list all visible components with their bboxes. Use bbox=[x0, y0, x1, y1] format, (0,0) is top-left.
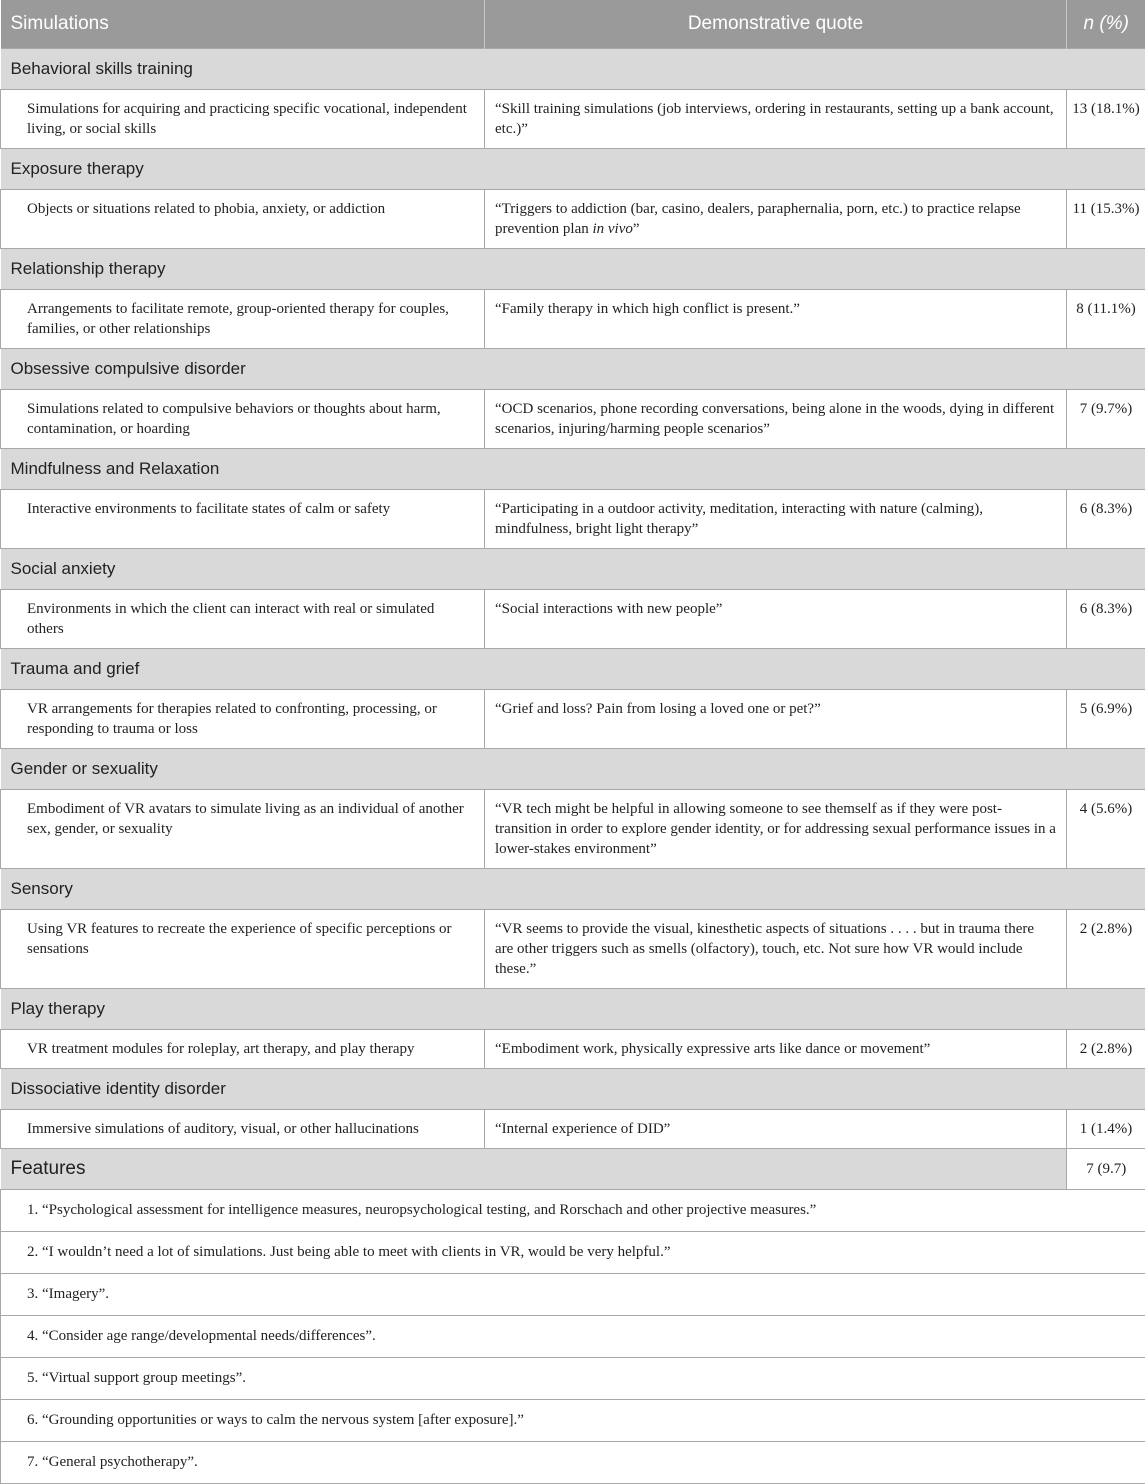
category-name: Relationship therapy bbox=[1, 249, 1145, 290]
count-percent: 1 (1.4%) bbox=[1067, 1110, 1145, 1149]
quote-text: “Participating in a outdoor activity, meditation, interacting with nature (calming), mindfulness, bright light therapy” bbox=[495, 501, 984, 537]
table-row bbox=[1, 190, 1145, 249]
demonstrative-quote bbox=[485, 490, 1067, 549]
demonstrative-quote bbox=[485, 1030, 1067, 1069]
quote-text: “Family therapy in which high conflict is present.” bbox=[495, 301, 800, 317]
simulation-description: Interactive environments to facilitate states of calm or safety bbox=[1, 490, 485, 549]
quote-tail-text: ” bbox=[632, 221, 640, 237]
table-row bbox=[1, 1110, 1145, 1149]
table-body bbox=[1, 49, 1145, 1484]
simulation-description: VR treatment modules for roleplay, art therapy, and play therapy bbox=[1, 1030, 485, 1069]
simulation-description: Objects or situations related to phobia, anxiety, or addiction bbox=[1, 190, 485, 249]
category-row bbox=[1, 989, 1145, 1030]
category-row bbox=[1, 249, 1145, 290]
feature-item: 3. “Imagery”. bbox=[1, 1274, 1145, 1316]
quote-text: “Triggers to addiction (bar, casino, dealers, paraphernalia, porn, etc.) to practice relapse prevention plan bbox=[495, 201, 1021, 237]
quote-text: “VR seems to provide the visual, kinesthetic aspects of situations . . . . but in trauma there are other triggers such as smells (olfactory), touch, etc. Not sure how VR would include these.” bbox=[495, 921, 1035, 977]
quote-text: “Embodiment work, physically expressive arts like dance or movement” bbox=[495, 1041, 931, 1057]
table-row bbox=[1, 290, 1145, 349]
simulation-description: Simulations related to compulsive behaviors or thoughts about harm, contamination, or hoarding bbox=[1, 390, 485, 449]
quote-text: “OCD scenarios, phone recording conversations, being alone in the woods, dying in different scenarios, injuring/harming people scenarios” bbox=[495, 401, 1055, 437]
table-row bbox=[1, 690, 1145, 749]
features-count: 7 (9.7) bbox=[1067, 1149, 1145, 1190]
simulation-description: Environments in which the client can interact with real or simulated others bbox=[1, 590, 485, 649]
table-row bbox=[1, 390, 1145, 449]
count-percent: 4 (5.6%) bbox=[1067, 790, 1145, 869]
feature-item-row bbox=[1, 1358, 1145, 1400]
count-percent: 11 (15.3%) bbox=[1067, 190, 1145, 249]
feature-item: 1. “Psychological assessment for intelligence measures, neuropsychological testing, and Rorschach and other projective measures.” bbox=[1, 1190, 1145, 1232]
category-name: Mindfulness and Relaxation bbox=[1, 449, 1145, 490]
feature-item: 5. “Virtual support group meetings”. bbox=[1, 1358, 1145, 1400]
quote-italic-text: in vivo bbox=[592, 221, 633, 237]
category-name: Dissociative identity disorder bbox=[1, 1069, 1145, 1110]
category-row bbox=[1, 49, 1145, 90]
category-name: Social anxiety bbox=[1, 549, 1145, 590]
category-name: Gender or sexuality bbox=[1, 749, 1145, 790]
feature-item: 6. “Grounding opportunities or ways to calm the nervous system [after exposure].” bbox=[1, 1400, 1145, 1442]
quote-text: “Skill training simulations (job interviews, ordering in restaurants, setting up a bank account, etc.)” bbox=[495, 101, 1054, 137]
count-percent: 8 (11.1%) bbox=[1067, 290, 1145, 349]
category-name: Behavioral skills training bbox=[1, 49, 1145, 90]
quote-text: “Internal experience of DID” bbox=[495, 1121, 671, 1137]
header-row bbox=[1, 0, 1145, 49]
quote-text: “Grief and loss? Pain from losing a loved one or pet?” bbox=[495, 701, 821, 717]
feature-item: 4. “Consider age range/developmental needs/differences”. bbox=[1, 1316, 1145, 1358]
demonstrative-quote bbox=[485, 90, 1067, 149]
demonstrative-quote bbox=[485, 590, 1067, 649]
simulation-description: Simulations for acquiring and practicing specific vocational, independent living, or social skills bbox=[1, 90, 485, 149]
category-name: Trauma and grief bbox=[1, 649, 1145, 690]
feature-item-row bbox=[1, 1316, 1145, 1358]
quote-text: “VR tech might be helpful in allowing someone to see themself as if they were post-transition in order to explore gender identity, or for addressing sexual performance issues in a lower-stakes environment” bbox=[495, 801, 1056, 857]
category-name: Exposure therapy bbox=[1, 149, 1145, 190]
category-row bbox=[1, 1069, 1145, 1110]
demonstrative-quote bbox=[485, 1110, 1067, 1149]
category-name: Sensory bbox=[1, 869, 1145, 910]
header-n-percent: n (%) bbox=[1067, 0, 1145, 49]
features-row bbox=[1, 1149, 1145, 1190]
feature-item-row bbox=[1, 1274, 1145, 1316]
demonstrative-quote bbox=[485, 290, 1067, 349]
category-name: Obsessive compulsive disorder bbox=[1, 349, 1145, 390]
count-percent: 2 (2.8%) bbox=[1067, 910, 1145, 989]
table-row bbox=[1, 590, 1145, 649]
simulation-description: Arrangements to facilitate remote, group-oriented therapy for couples, families, or other relationships bbox=[1, 290, 485, 349]
feature-item: 2. “I wouldn’t need a lot of simulations. Just being able to meet with clients in VR, would be very helpful.” bbox=[1, 1232, 1145, 1274]
demonstrative-quote bbox=[485, 390, 1067, 449]
table-row bbox=[1, 790, 1145, 869]
category-row bbox=[1, 449, 1145, 490]
quote-text: “Social interactions with new people” bbox=[495, 601, 723, 617]
count-percent: 6 (8.3%) bbox=[1067, 590, 1145, 649]
category-row bbox=[1, 149, 1145, 190]
feature-item-row bbox=[1, 1400, 1145, 1442]
table-row bbox=[1, 90, 1145, 149]
count-percent: 5 (6.9%) bbox=[1067, 690, 1145, 749]
table-row bbox=[1, 490, 1145, 549]
header-demonstrative-quote: Demonstrative quote bbox=[485, 0, 1067, 49]
count-percent: 2 (2.8%) bbox=[1067, 1030, 1145, 1069]
category-row bbox=[1, 869, 1145, 910]
category-row bbox=[1, 749, 1145, 790]
feature-item-row bbox=[1, 1190, 1145, 1232]
table-row bbox=[1, 910, 1145, 989]
simulation-description: VR arrangements for therapies related to confronting, processing, or responding to trauma or loss bbox=[1, 690, 485, 749]
category-name: Play therapy bbox=[1, 989, 1145, 1030]
category-row bbox=[1, 549, 1145, 590]
simulation-description: Using VR features to recreate the experience of specific perceptions or sensations bbox=[1, 910, 485, 989]
table-row bbox=[1, 1030, 1145, 1069]
simulation-description: Immersive simulations of auditory, visual, or other hallucinations bbox=[1, 1110, 485, 1149]
demonstrative-quote bbox=[485, 910, 1067, 989]
simulation-description: Embodiment of VR avatars to simulate living as an individual of another sex, gender, or sexuality bbox=[1, 790, 485, 869]
feature-item-row bbox=[1, 1232, 1145, 1274]
demonstrative-quote bbox=[485, 190, 1067, 249]
category-row bbox=[1, 349, 1145, 390]
count-percent: 6 (8.3%) bbox=[1067, 490, 1145, 549]
count-percent: 7 (9.7%) bbox=[1067, 390, 1145, 449]
feature-item: 7. “General psychotherapy”. bbox=[1, 1442, 1145, 1484]
demonstrative-quote bbox=[485, 790, 1067, 869]
count-percent: 13 (18.1%) bbox=[1067, 90, 1145, 149]
feature-item-row bbox=[1, 1442, 1145, 1484]
features-label: Features bbox=[1, 1149, 1067, 1190]
category-row bbox=[1, 649, 1145, 690]
header-simulations: Simulations bbox=[1, 0, 485, 49]
demonstrative-quote bbox=[485, 690, 1067, 749]
